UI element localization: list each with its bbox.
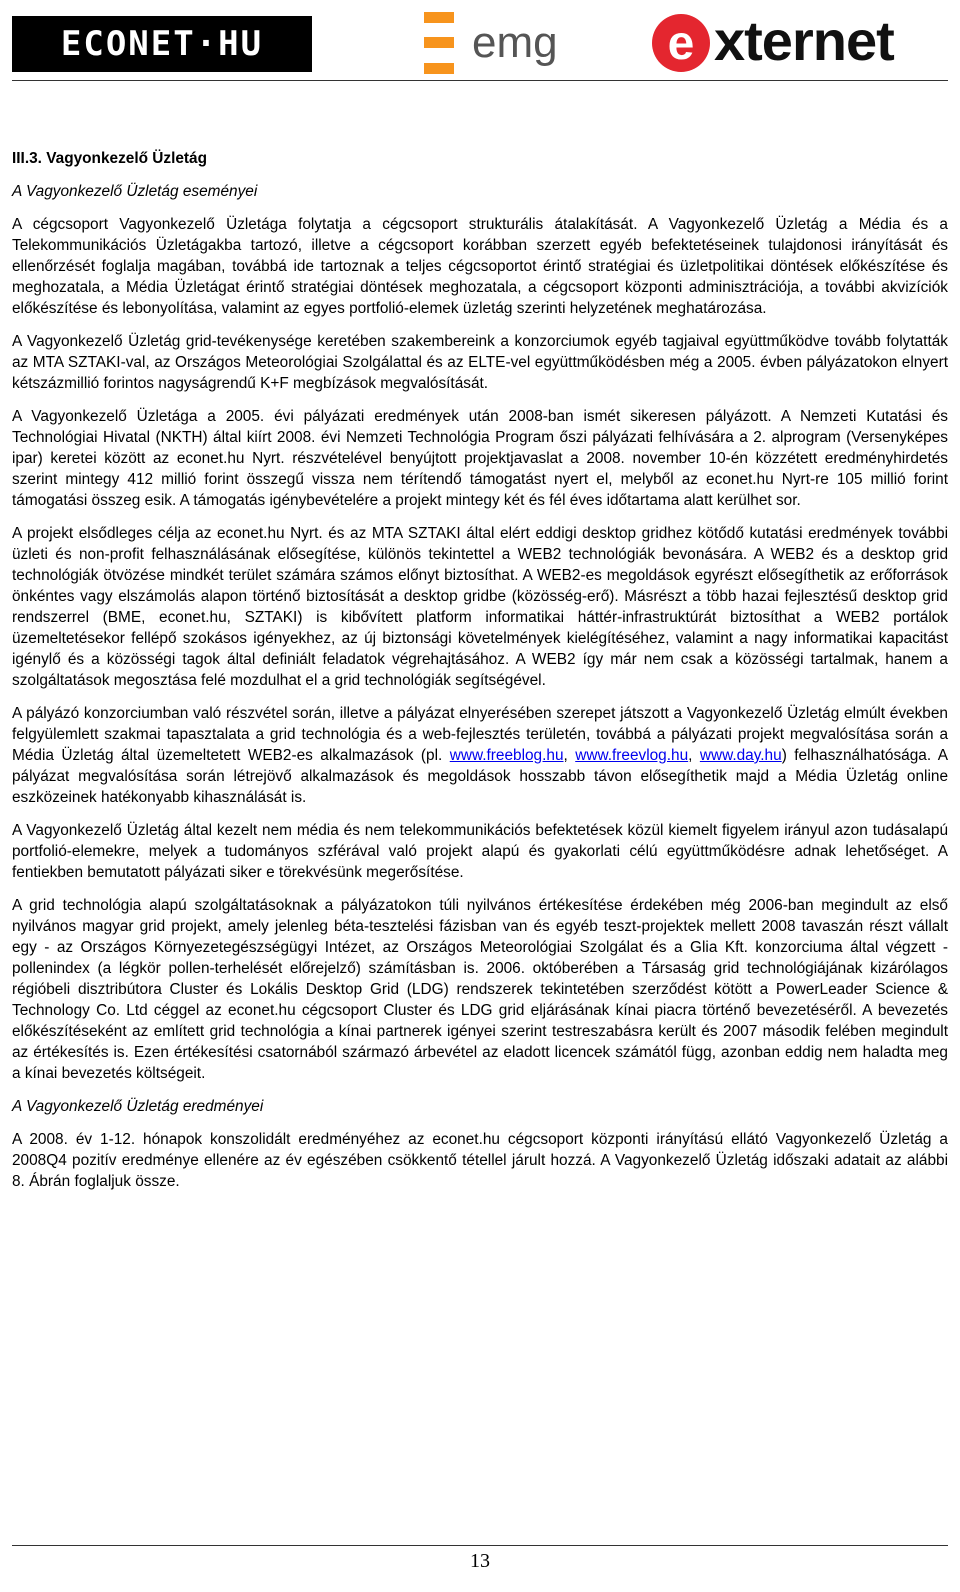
paragraph-4: A projekt elsődleges célja az econet.hu Nyrt. és az MTA SZTAKI által elért eddigi desktop gridhez kötődő kutatási eredmények további üzleti és non-profit felhasználásának elősegítése, különös tekintettel a WEB2 technológiák bevonására. A WEB2 és a desktop grid technológiák ötvözése mindkét terület számára számos előnyt biztosíthat. A WEB2-es megoldások egyrészt elősegíthetik az erőforrások önkéntes vagy elszámolás alapon történő biztosítását a desktop gridbe (közösség-erő). Másrészt a több hazai fejlesztésű desktop grid rendszerrel (BME, econet.hu, SZTAKI) is kibővített platform informatikai háttér-infrastruktúrát biztosíthat a WEB2 portálok üzemeltetésekor fellépő szokásos igényekhez, az új biztonsági követelmények kielégítéséhez, valamint a nagy informatikai kapacitást igénylő és a közösségi tagok által definiált feladatok végrehajtásához. A WEB2 így már nem csak a közösségi tartalmak, hanem a szolgáltatások megosztása felé mozdulhat el a grid technológiák segítségével. bbox=[12, 525, 948, 689]
emg-logo bbox=[424, 12, 594, 74]
footer-divider bbox=[12, 1545, 948, 1546]
paragraph-2: A Vagyonkezelő Üzletág grid-tevékenysége keretében szakembereink a konzorciumok egyéb tagjaival együttműködve tovább folytatták az MTA SZTAKI-val, az Országos Meteorológiai Szolgálattal és az ELTE-vel együttműködésben még a 2005. évben pályázatokon elnyert kétszázmillió forintos nagyságrendű K+F megbízások megvalósítását. bbox=[12, 333, 948, 392]
paragraph-1: A cégcsoport Vagyonkezelő Üzletága folytatja a cégcsoport strukturális átalakítását. A Vagyonkezelő Üzletág a Média és a Telekommunikációs Üzletágakba tartozó, illetve a cégcsoport korábban szerzett egyéb befektetéseinek tulajdonosi irányítását és ellenőrzését foglalja magában, továbbá ide tartoznak a teljes cégcsoportot érintő stratégiai és üzletpolitikai döntések előkészítése és meghozatala, a Média Üzletágat érintő stratégiai döntések meghozatala, a cégcsoport központi adminisztrációja, a további akvizíciók előkészítése és lebonyolítása, valamint az egyes portfolió-elemek üzletág szerinti helyzetének meghatározása. bbox=[12, 216, 948, 317]
paragraph-5 bbox=[12, 703, 948, 808]
externet-logo bbox=[652, 8, 952, 76]
subheading-results: A Vagyonkezelő Üzletág eredményei bbox=[12, 1098, 264, 1115]
econet-logo bbox=[12, 16, 312, 72]
page-header bbox=[0, 0, 960, 82]
emg-logo-bars-icon bbox=[424, 12, 454, 74]
paragraph-5-text-start: A pályázó konzorciumban való részvétel során, illetve a pályázat elnyerésében szerepet játszott a Vagyonkezelő Üzletág elmúlt években felgyülemlett szakmai tapasztalata a grid technológia és a web-fejlesztés területén, továbbá a pályázati projekt megvalósítása során a Média Üzletág által üzemeltetett WEB2-es alkalmazások (pl. bbox=[12, 705, 948, 764]
link-separator: , bbox=[563, 747, 576, 764]
link-separator: , bbox=[688, 747, 700, 764]
link-freevlog[interactable]: www.freevlog.hu bbox=[575, 747, 689, 764]
document-body bbox=[12, 148, 948, 1204]
paragraph-5-text-end: ) felhasználhatósága. A pályázat megvalósítása során létrejövő alkalmazások és megoldások hosszabb távon elősegíthetik majd a Média Üzletág online eszközeinek hatékonyabb kihasználását is. bbox=[12, 747, 948, 806]
externet-logo-text: xternet bbox=[714, 9, 894, 72]
externet-logo-circle: e bbox=[652, 14, 710, 72]
paragraph-7: A grid technológia alapú szolgáltatásoknak a pályázatokon túli nyilvános értékesítése érdekében még 2006-ban megindult az első nyilvános magyar grid projekt, amely jelenleg béta-tesztelési fázisban van és egyéb teszt-projektek mellett 2008 tavaszán részt vállalt egy - az Országos Környezetegészségügyi Intézet, az Országos Meteorológiai Szolgálat és a Glia Kft. konzorciuma által végzett - pollenindex (a légkör pollen-terhelését előrejelző) számításban is. 2006. októberében a Társaság grid technológiájának kizárólagos régióbeli disztribútora Cluster és Lokális Desktop Grid (LDG) rendszerek tekintetében szerződést kötött a PowerLeader Science & Technology Co. Ltd céggel az econet.hu cégcsoport Cluster és LDG grid eljárásának kínai piacra történő bevezetéséről. A bevezetés előkészítéseként az említett grid technológia a kínai partnerek igényei szerint testreszabásra került és 2007 második felében megindult az értékesítés is. Ezen értékesítési csatornából származó árbevétel az eladott licencek számától függ, azonban eddig nem haladta meg a kínai bevezetés költségeit. bbox=[12, 897, 948, 1082]
header-divider bbox=[12, 80, 948, 81]
link-freeblog[interactable]: www.freeblog.hu bbox=[449, 747, 564, 764]
paragraph-3: A Vagyonkezelő Üzletága a 2005. évi pályázati eredmények után 2008-ban ismét sikeresen pályázott. A Nemzeti Kutatási és Technológiai Hivatal (NKTH) által kiírt 2008. évi Nemzeti Technológia Program őszi pályázati felhívására a 2. alprogram (Versenyképes ipar) keretei között az econet.hu Nyrt. részvételével benyújtott projektjavaslat a 2008. november 10-én közzétett eredményhirdetés szerint mintegy 412 millió forint összegű vissza nem térítendő támogatást nyert el, melyből az econet.hu Nyrt-re 105 millió forint támogatási összeg esik. A támogatás igénybevételére a projekt mintegy két és fél éves időtartama alatt kerülhet sor. bbox=[12, 408, 948, 509]
econet-logo-text: ECONET·HU bbox=[60, 24, 264, 64]
section-title: III.3. Vagyonkezelő Üzletág bbox=[12, 150, 208, 167]
page-number: 13 bbox=[470, 1550, 490, 1572]
emg-logo-text: emg bbox=[472, 18, 558, 67]
link-day[interactable]: www.day.hu bbox=[699, 747, 782, 764]
paragraph-6: A Vagyonkezelő Üzletág által kezelt nem média és nem telekommunikációs befektetések közül kiemelt figyelem irányul azon tudásalapú portfolió-elemekre, melyek a tudományos szférával való projekt alapú és gyakorlati célú együttműködésre adnak lehetőséget. A fentiekben bemutatott pályázati siker e törekvésünk megerősítése. bbox=[12, 822, 948, 881]
paragraph-8: A 2008. év 1-12. hónapok konszolidált eredményéhez az econet.hu cégcsoport központi irányítású ellátó Vagyonkezelő Üzletág a 2008Q4 pozitív eredménye ellenére az év egészében csökkentő tétellel járult hozzá. A Vagyonkezelő Üzletág időszaki adatait az alábbi 8. Ábrán foglaljuk össze. bbox=[12, 1131, 948, 1190]
subheading-events: A Vagyonkezelő Üzletág eseményei bbox=[12, 183, 258, 200]
